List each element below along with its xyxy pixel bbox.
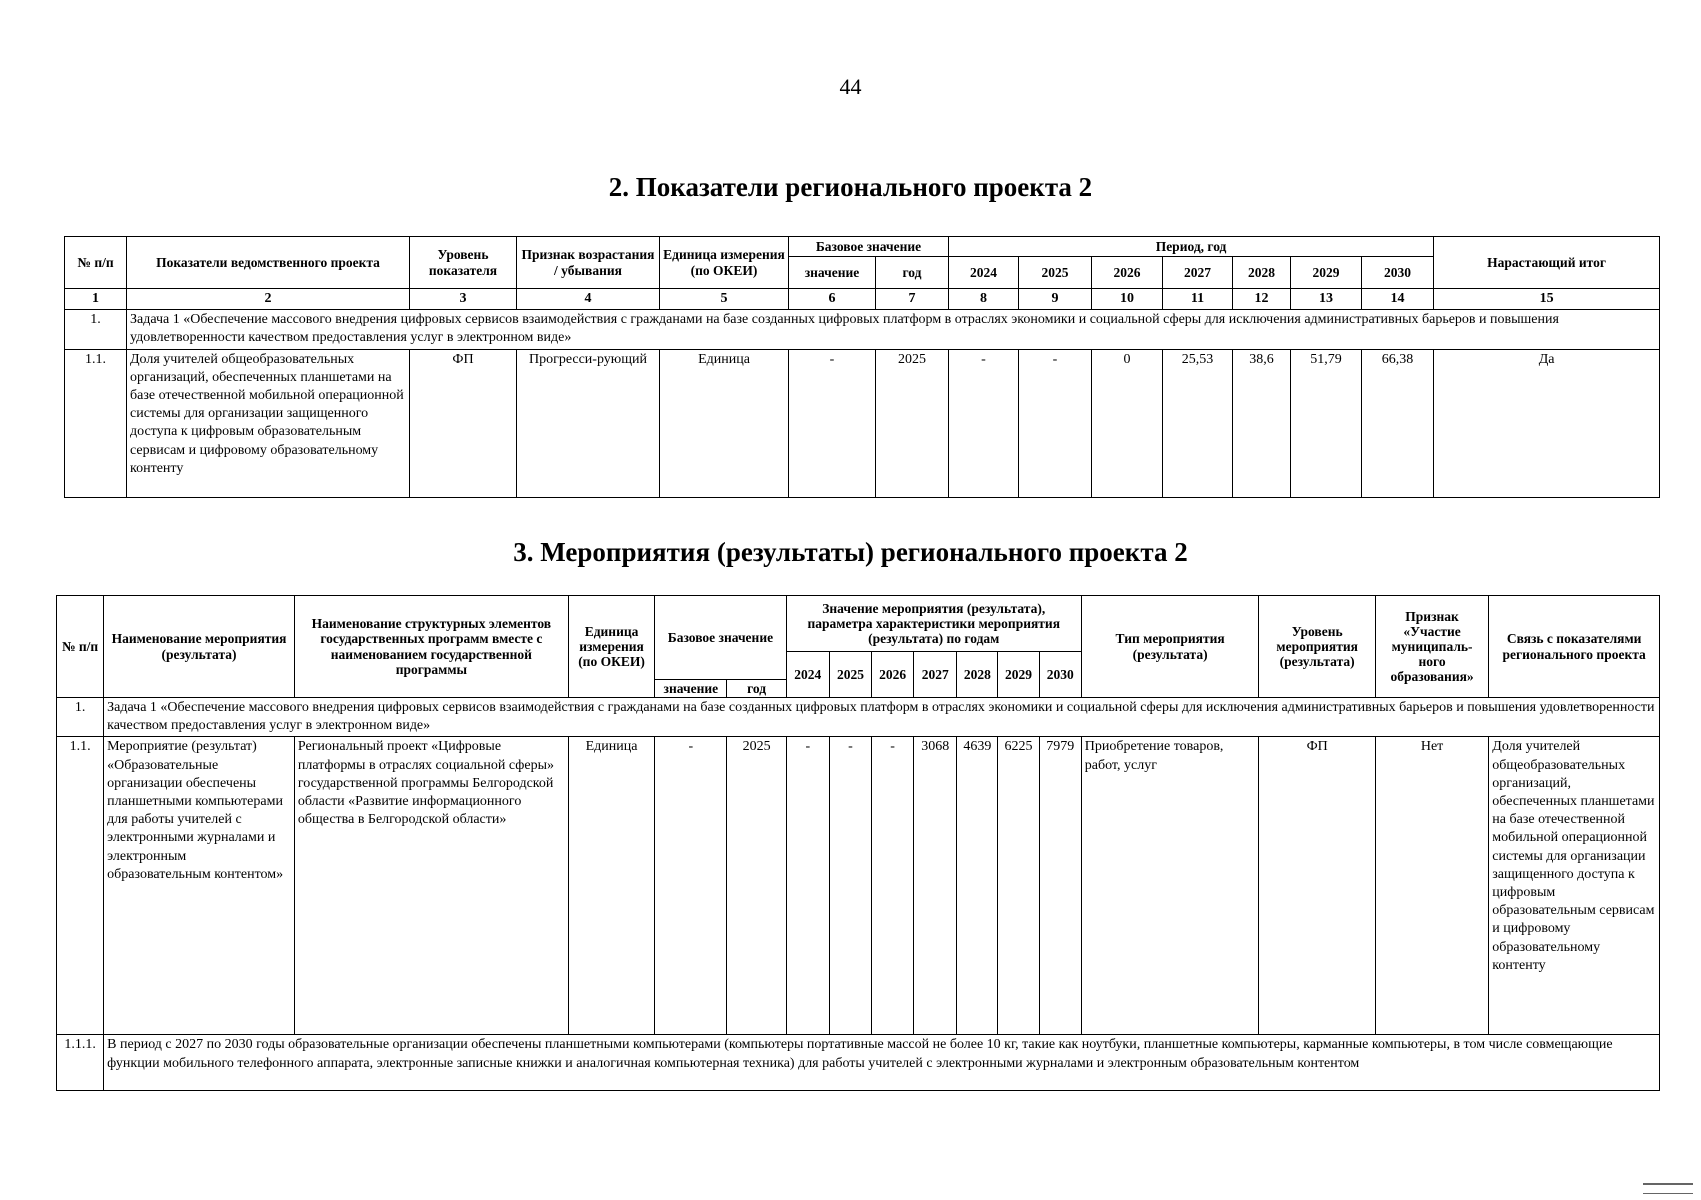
header-base-value: значение	[789, 257, 876, 289]
base-value: -	[655, 737, 727, 1035]
header-year: 2030	[1362, 257, 1434, 289]
header-base-year: год	[727, 680, 786, 698]
header-structural: Наименование структурных элементов государственных программ вместе с наименованием государственной программы	[294, 596, 568, 698]
header-year: 2030	[1039, 652, 1081, 698]
header-num: № п/п	[57, 596, 104, 698]
year-value: -	[786, 737, 829, 1035]
column-number: 2	[127, 289, 410, 310]
header-indicator: Показатели ведомственного проекта	[127, 237, 410, 289]
subrow-text: В период с 2027 по 2030 годы образовательные организации обеспечены планшетными компьютерами (компьютеры портативные массой не более 10 кг, такие как ноутбуки, планшетные компьютеры, карманные компьютеры, в том числе совмещающие функции мобильного телефонного аппарата, электронные записные книжки и аналогичная компьютерная техника) для работы учителей с электронными журналами и электронным образовательным контентом	[104, 1035, 1660, 1091]
row-num: 1.1.	[57, 737, 104, 1035]
column-number: 10	[1092, 289, 1163, 310]
activities-table	[56, 595, 1660, 1091]
column-number: 5	[660, 289, 789, 310]
header-year: 2029	[1291, 257, 1362, 289]
indicator-name: Доля учителей общеобразовательных организаций, обеспеченных планшетами на базе отечественной мобильной операционной системы для организации защищенного доступа к цифровым образовательным сервисам и цифровому образовательному контенту	[127, 349, 410, 497]
header-level: Уровень показателя	[410, 237, 517, 289]
year-value: -	[949, 349, 1019, 497]
header-unit: Единица измерения (по ОКЕИ)	[660, 237, 789, 289]
task-text: Задача 1 «Обеспечение массового внедрения цифровых сервисов взаимодействия с гражданами на базе созданных цифровых платформ в отраслях экономики и социальной сферы для исключения административных барьеров и повышения удовлетворенности качеством предоставления услуг в электронном виде»	[127, 310, 1660, 349]
year-value: -	[1019, 349, 1092, 497]
year-value: 25,53	[1163, 349, 1233, 497]
column-number: 1	[65, 289, 127, 310]
header-type: Тип мероприятия (результата)	[1081, 596, 1259, 698]
header-year: 2024	[786, 652, 829, 698]
activity-type: Приобретение товаров, работ, услуг	[1081, 737, 1259, 1035]
year-value: 7979	[1039, 737, 1081, 1035]
base-value: -	[789, 349, 876, 497]
base-year: 2025	[727, 737, 786, 1035]
column-number: 12	[1233, 289, 1291, 310]
header-num: № п/п	[65, 237, 127, 289]
header-year: 2026	[872, 652, 914, 698]
page-edge-mark	[1643, 1183, 1693, 1194]
year-value: 0	[1092, 349, 1163, 497]
column-number: 9	[1019, 289, 1092, 310]
header-link: Связь с показателями регионального проекта	[1489, 596, 1660, 698]
year-value: -	[829, 737, 871, 1035]
indicator-level: ФП	[410, 349, 517, 497]
header-year: 2024	[949, 257, 1019, 289]
indicators-table	[64, 236, 1660, 498]
column-number: 11	[1163, 289, 1233, 310]
header-year: 2025	[1019, 257, 1092, 289]
header-year: 2027	[914, 652, 957, 698]
indicator-unit: Единица	[660, 349, 789, 497]
year-value: 66,38	[1362, 349, 1434, 497]
column-number: 3	[410, 289, 517, 310]
header-year: 2028	[957, 652, 998, 698]
header-base: Базовое значение	[655, 596, 787, 680]
row-num: 1.1.	[65, 349, 127, 497]
activity-unit: Единица	[568, 737, 654, 1035]
page-number: 44	[839, 74, 862, 99]
header-values-group: Значение мероприятия (результата), параметра характеристики мероприятия (результата) по годам	[786, 596, 1081, 652]
header-name: Наименование мероприятия (результата)	[104, 596, 295, 698]
activity-name: Мероприятие (результат) «Образовательные организации обеспечены планшетными компьютерами для работы учителей с электронными журналами и электронным образовательным контентом»	[104, 737, 295, 1035]
column-number: 14	[1362, 289, 1434, 310]
header-year: 2028	[1233, 257, 1291, 289]
year-value: 38,6	[1233, 349, 1291, 497]
header-sign: Признак возрастания / убывания	[517, 237, 660, 289]
indicator-link: Доля учителей общеобразовательных организаций, обеспеченных планшетами на базе отечественной мобильной операционной системы для организации защищенного доступа к цифровым образовательным сервисам и цифровому образовательному контенту	[1489, 737, 1660, 1035]
column-number: 4	[517, 289, 660, 310]
header-year: 2026	[1092, 257, 1163, 289]
task-num: 1.	[57, 698, 104, 737]
section-3-title: 3. Мероприятия (результаты) регионального проекта 2	[513, 537, 1188, 567]
header-year: 2029	[998, 652, 1039, 698]
activity-level: ФП	[1259, 737, 1375, 1035]
header-base-year: год	[876, 257, 949, 289]
column-number: 15	[1434, 289, 1660, 310]
year-value: 3068	[914, 737, 957, 1035]
header-unit: Единица измерения (по ОКЕИ)	[568, 596, 654, 698]
subrow-num: 1.1.1.	[57, 1035, 104, 1091]
year-value: 51,79	[1291, 349, 1362, 497]
year-value: 6225	[998, 737, 1039, 1035]
column-number: 8	[949, 289, 1019, 310]
year-value: 4639	[957, 737, 998, 1035]
year-value: -	[872, 737, 914, 1035]
header-level: Уровень мероприятия (результата)	[1259, 596, 1375, 698]
indicator-sign: Прогресси-рующий	[517, 349, 660, 497]
header-base-value: значение	[655, 680, 727, 698]
base-year: 2025	[876, 349, 949, 497]
header-year: 2025	[829, 652, 871, 698]
header-base: Базовое значение	[789, 237, 949, 257]
task-num: 1.	[65, 310, 127, 349]
column-number: 7	[876, 289, 949, 310]
column-number: 13	[1291, 289, 1362, 310]
task-text: Задача 1 «Обеспечение массового внедрения цифровых сервисов взаимодействия с гражданами на базе созданных цифровых платформ в отраслях экономики и социальной сферы для исключения административных барьеров и повышения удовлетворенности качеством предоставления услуг в электронном виде»	[104, 698, 1660, 737]
header-period: Период, год	[949, 237, 1434, 257]
header-year: 2027	[1163, 257, 1233, 289]
section-2-title: 2. Показатели регионального проекта 2	[608, 172, 1093, 202]
structural-element: Региональный проект «Цифровые платформы в отраслях социальной сферы» государственной программы Белгородской области «Развитие информационного общества в Белгородской области»	[294, 737, 568, 1035]
municipal-participation: Нет	[1375, 737, 1488, 1035]
header-municipal: Признак «Участие муниципаль-ного образования»	[1375, 596, 1488, 698]
cumulative-value: Да	[1434, 349, 1660, 497]
column-number: 6	[789, 289, 876, 310]
header-cumulative: Нарастающий итог	[1434, 237, 1660, 289]
